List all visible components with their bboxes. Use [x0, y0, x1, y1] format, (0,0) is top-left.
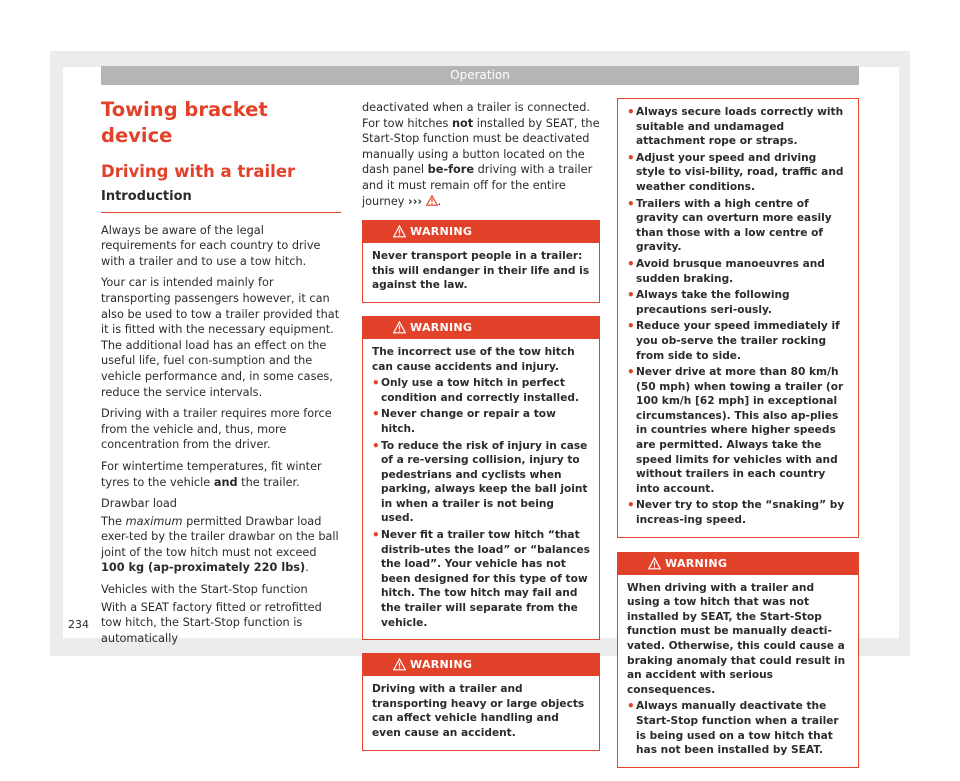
list-item: • Always take the following precautions seri-ously.	[627, 288, 790, 316]
list-item: • Never change or repair a tow hitch.	[372, 407, 556, 435]
force-paragraph: Driving with a trailer requires more force from the vehicle and, thus, more concentration from the driver.	[101, 407, 332, 452]
warning-intro: When driving with a trailer and using a tow hitch that was not installed by SEAT, the Start-Stop function must be manually deacti-vated. Otherwise, this could cause a braking anomaly that could result in an accident with serious consequences.	[627, 581, 846, 696]
list-item: • Always manually deactivate the Start-Stop function when a trailer is being used on a tow hitch that has not been installed by SEAT.	[627, 699, 839, 757]
warning-box-continued	[617, 98, 859, 538]
column-left	[101, 97, 341, 652]
warning-label: WARNING	[410, 658, 473, 672]
section-title: Driving with a trailer	[101, 162, 296, 181]
warning-label: WARNING	[665, 556, 728, 570]
list-item: • Always secure loads correctly with suitable and undamaged attachment rope or straps.	[627, 105, 844, 148]
list-item: • To reduce the risk of injury in case of a re-versing collision, injury to pedestrians and cyclists when parking, always keep the ball joint in when a trailer is not being used.	[372, 438, 588, 525]
warning-triangle-icon	[426, 195, 438, 206]
start-stop-heading: Vehicles with the Start-Stop function	[101, 583, 308, 597]
list-item: • Reduce your speed immediately if you ob-serve the trailer rocking from side to side.	[627, 319, 840, 362]
column-right	[617, 98, 859, 781]
warning-box-heavy-objects	[362, 653, 600, 750]
warning-header	[363, 221, 599, 243]
warning-triangle-icon	[393, 225, 406, 238]
drawbar-heading: Drawbar load	[101, 497, 177, 511]
list-item: • Never try to stop the “snaking” by increas-ing speed.	[627, 498, 845, 527]
cross-reference-arrow[interactable]: ›››	[408, 194, 423, 208]
header-bar: Operation	[101, 66, 859, 85]
subsection-title: Introduction	[101, 189, 341, 213]
drawbar-paragraph: The maximum permitted Drawbar load exer-ted by the trailer drawbar on the ball joint of the tow hitch must not exceed 100 kg (ap-proximately 220 lbs).	[101, 514, 339, 575]
warning-text: Never transport people in a trailer: this will endanger in their life and is against the law.	[372, 250, 590, 292]
warning-box-tow-hitch	[362, 316, 600, 640]
warning-triangle-icon	[648, 557, 661, 570]
warning-box-trailer-people	[362, 220, 600, 303]
page-number: 234	[68, 618, 89, 631]
page-title: Towing bracket device	[101, 98, 268, 147]
list-item: • Trailers with a high centre of gravity can overturn more easily than those with a low centre of gravity.	[627, 196, 832, 254]
list-item: • Never fit a trailer tow hitch “that distrib-utes the load” or “balances the load”. Your vehicle has not been designed for this type of tow hitch. The tow hitch may fail and the trailer will separate from the vehicle.	[372, 528, 590, 629]
list-item: • Adjust your speed and driving style to visi-bility, road, traffic and weather conditions.	[627, 150, 844, 193]
warning-triangle-icon	[393, 658, 406, 671]
warning-triangle-icon	[393, 321, 406, 334]
purpose-paragraph: Your car is intended mainly for transporting passengers however, it can also be used to tow a trailer provided that it is fitted with the necessary equipment. The additional load has an effect on the useful life, fuel con-sumption and the vehicle performance and, in some cases, reduce the service intervals.	[101, 276, 340, 399]
warning-header	[618, 553, 858, 575]
warning-intro: The incorrect use of the tow hitch can cause accidents and injury.	[372, 345, 575, 373]
warning-text: Driving with a trailer and transporting heavy or large objects can affect vehicle handling and even cause an accident.	[372, 683, 585, 739]
winter-paragraph: For wintertime temperatures, fit winter tyres to the vehicle and the trailer.	[101, 459, 322, 489]
list-item: • Never drive at more than 80 km/h (50 mph) when towing a trailer (or 100 km/h [62 mph] in exceptional circumstances). This also ap-plies in countries where higher speeds are permitted. Always take the speed limits for vehicles with and without trailers in each country into account.	[627, 365, 844, 495]
warning-header	[363, 317, 599, 339]
column-middle	[362, 100, 600, 764]
warning-box-start-stop	[617, 552, 859, 768]
warning-label: WARNING	[410, 320, 473, 334]
start-stop-paragraph: With a SEAT factory fitted or retrofitted tow hitch, the Start-Stop function is automatically	[101, 600, 322, 645]
warning-label: WARNING	[410, 225, 473, 239]
list-item: • Only use a tow hitch in perfect condition and correctly installed.	[372, 376, 579, 404]
intro-paragraph: Always be aware of the legal requirements for each country to drive with a trailer and to use a tow hitch.	[101, 223, 321, 268]
warning-header	[363, 654, 599, 676]
start-stop-continued: deactivated when a trailer is connected. For tow hitches not installed by SEAT, the Start-Stop function must be deactivated manually using a button located on the dash panel be-fore driving with a trailer and it must remain off for the entire journey ››› .	[362, 101, 600, 208]
list-item: • Avoid brusque manoeuvres and sudden braking.	[627, 256, 825, 285]
